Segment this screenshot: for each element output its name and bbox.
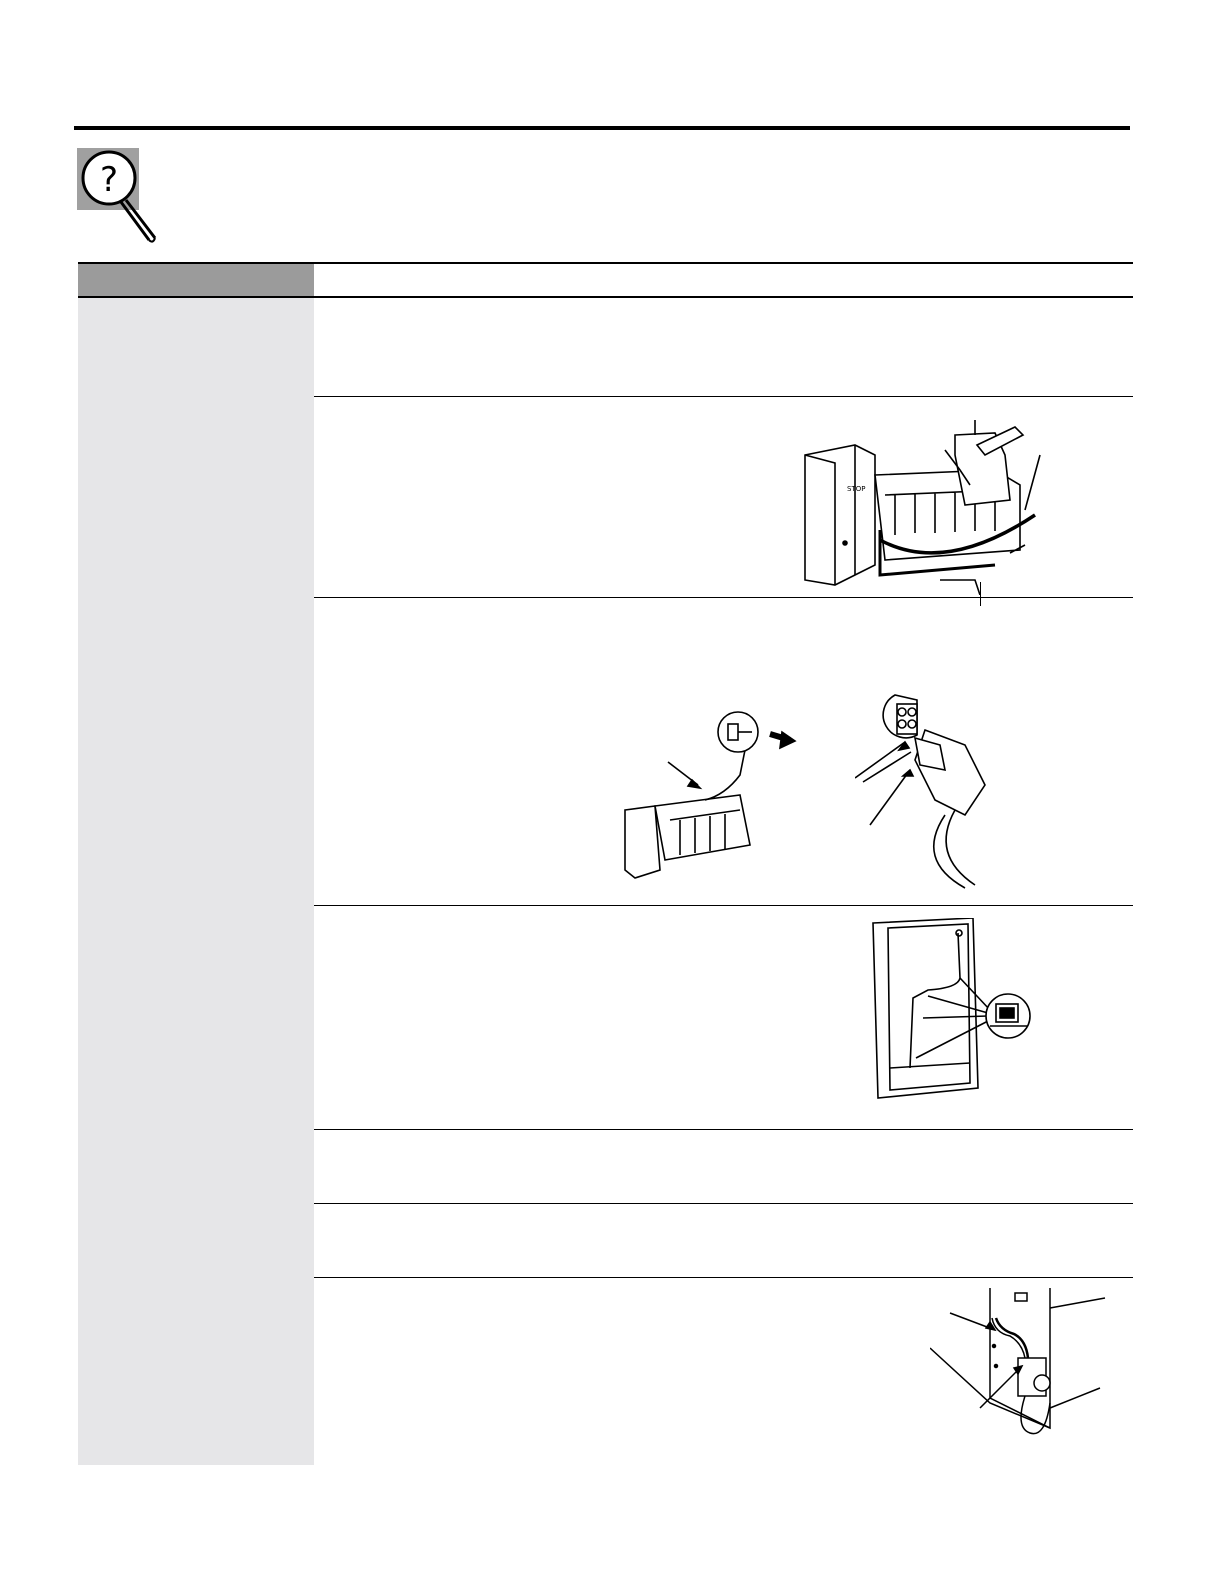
row-divider (314, 597, 1133, 598)
top-rule (74, 126, 1130, 130)
row-divider (314, 1203, 1133, 1204)
svg-text:STOP: STOP (847, 485, 866, 493)
row-divider (314, 396, 1133, 397)
icemaker-assembly-illustration (795, 415, 1065, 595)
refrigerator-back-panel-illustration (868, 918, 1058, 1103)
row-divider (314, 905, 1133, 906)
row-divider (314, 1277, 1133, 1278)
svg-text:?: ? (99, 160, 119, 200)
header-cell-problem (78, 264, 314, 296)
icemaker-wire-harness-illustration (620, 710, 805, 890)
row-divider (314, 1129, 1133, 1130)
problem-column (78, 298, 314, 1465)
icemaker-wire-connector-illustration (855, 690, 1005, 890)
table-header (78, 262, 1133, 298)
magnifier-question-icon (77, 148, 167, 246)
water-valve-connection-illustration (930, 1288, 1110, 1448)
